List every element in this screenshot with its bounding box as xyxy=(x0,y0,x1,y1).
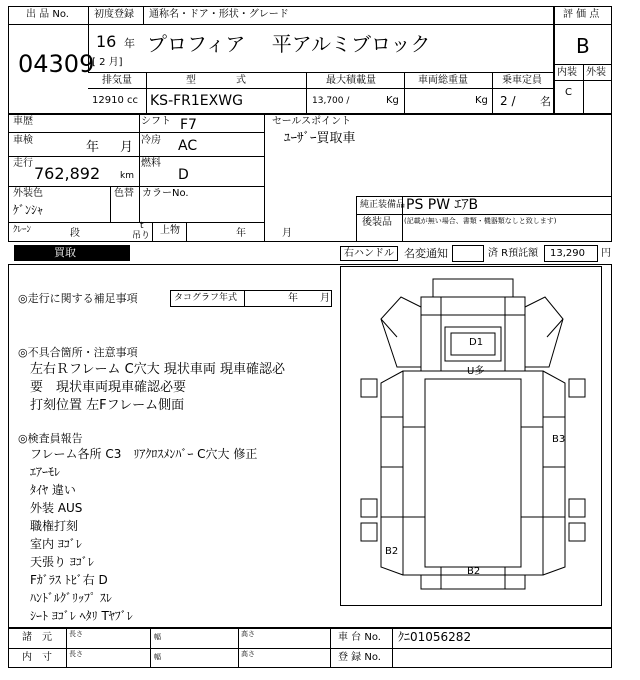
super-year: 年 xyxy=(236,228,246,239)
color-label: 外装色 xyxy=(13,188,43,199)
grade-label: 評 価 点 xyxy=(563,9,600,20)
inspector-line: ﾊﾝﾄﾞﾙｸﾞﾘｯﾌﾟ ｽﾚ xyxy=(30,591,112,605)
inspector-line: ﾀｲﾔ 違い xyxy=(30,483,76,497)
specs-label: 諸 元 xyxy=(22,632,52,643)
gross-weight-unit: Kg xyxy=(475,95,488,106)
length-label: 長さ xyxy=(69,630,83,638)
inspector-line: 室内 ﾖｺﾞﾚ xyxy=(30,537,82,551)
inspection-label: 車検 xyxy=(13,135,33,146)
inner-length-label: 長さ xyxy=(69,650,83,658)
interior-label: 内装 xyxy=(557,67,577,78)
defects-line: 打刻位置 左Fフレーム側面 xyxy=(30,398,185,413)
max-load-unit: Kg xyxy=(386,95,399,106)
lot-label: 出 品 No. xyxy=(26,9,69,20)
exterior-grade: C xyxy=(565,87,572,98)
defects-line: 要 現状車両現車確認必要 xyxy=(30,380,187,395)
crane-stage: 段 xyxy=(70,228,80,239)
car-name: プロフィア 平アルミブロック xyxy=(147,32,431,56)
year-unit: 年 xyxy=(124,37,135,50)
defects-title: ◎不具合箇所・注意事項 xyxy=(18,346,138,359)
max-load-label: 最大積載量 xyxy=(326,75,376,86)
chassis-label: 車 台 No. xyxy=(338,632,381,643)
inner-height-label: 高さ xyxy=(241,650,255,658)
height-label: 高さ xyxy=(241,630,255,638)
damage-mark-u: U多 xyxy=(467,366,485,377)
ac-label: 冷房 xyxy=(141,135,161,146)
model-code: KS-FR1EXWG xyxy=(150,93,243,109)
capacity: 2 / xyxy=(500,94,516,108)
shift-value: F7 xyxy=(180,117,197,133)
superstructure-label: 上物 xyxy=(160,225,180,236)
inspector-title: ◎検査員報告 xyxy=(18,432,83,445)
sales-point: ﾕｰｻﾞｰ買取車 xyxy=(284,131,356,146)
inner-width-label: 幅 xyxy=(154,653,161,661)
mileage-unit: km xyxy=(120,171,134,181)
model-code-label: 型 式 xyxy=(186,75,246,86)
super-month: 月 xyxy=(282,228,292,239)
color-no-label: 色替 xyxy=(114,188,134,199)
lot-number: 04309 xyxy=(18,50,95,78)
crane-hook: 吊り xyxy=(132,231,151,241)
fuel-value: D xyxy=(178,167,189,183)
displacement: 12910 cc xyxy=(92,95,138,106)
color-value: ｹﾞﾝｼｬ xyxy=(13,203,44,217)
inspection-year: 年 xyxy=(86,140,100,155)
recycle-label: 済 R預託額 xyxy=(488,248,539,259)
overall-grade: B xyxy=(576,34,590,58)
capacity-unit: 名 xyxy=(540,95,551,108)
tachograph-label: タコグラフ年式 xyxy=(174,293,238,303)
tachograph-month: 月 xyxy=(320,293,330,304)
purchase-badge: 買取 xyxy=(14,245,130,261)
color-code-label: カラーNo. xyxy=(142,188,189,199)
reg-year: 16 xyxy=(96,32,117,51)
width-label: 幅 xyxy=(154,633,161,641)
displacement-label: 排気量 xyxy=(102,75,132,86)
model-name-label: 通称名・ドア・形状・グレード xyxy=(149,9,289,20)
inspector-line: 外装 AUS xyxy=(30,501,83,515)
reg-month: [ 2 月] xyxy=(92,57,123,68)
damage-mark-b3: B3 xyxy=(552,434,566,445)
crane-label: ｸﾚｰﾝ xyxy=(13,225,32,235)
inspector-line: 天張り ﾖｺﾞﾚ xyxy=(30,555,94,569)
name-change-label: 名変通知 xyxy=(404,247,448,260)
recycle-amount: 13,290 xyxy=(550,248,585,259)
inspector-line: フレーム各所 C3 ﾘｱｸﾛｽﾒﾝﾊﾞｰ C穴大 修正 xyxy=(30,447,258,461)
inspector-line: Fｶﾞﾗｽ ﾄﾋﾞ右 D xyxy=(30,573,108,587)
chassis-number: ｸﾆ01056282 xyxy=(398,630,472,644)
history-label: 車歴 xyxy=(13,116,33,127)
aftermarket-note: (記載が無い場合、書類・機器類なしと致します) xyxy=(404,217,557,225)
damage-mark-b2-rear: B2 xyxy=(467,566,481,577)
inner-label: 内 寸 xyxy=(22,652,52,663)
inspection-month: 月 xyxy=(120,140,134,155)
crane-ton: t xyxy=(140,221,144,231)
damage-mark-d1: D1 xyxy=(469,337,484,348)
reg-label: 登 録 No. xyxy=(338,652,381,663)
steering: 右ハンドル xyxy=(344,248,394,259)
equipment-value: PS PW ｴｱB xyxy=(406,197,479,213)
mileage-value: 762,892 xyxy=(34,164,101,183)
inspector-line: 職権打刻 xyxy=(30,519,79,533)
gross-weight-label: 車両総重量 xyxy=(418,75,468,86)
name-change-box xyxy=(452,245,484,262)
exterior-label: 外装 xyxy=(586,67,606,78)
damage-diagram xyxy=(340,266,602,606)
mileage-label: 走行 xyxy=(13,158,33,169)
max-load: 13,700 / xyxy=(312,96,350,106)
aftermarket-label: 後装品 xyxy=(362,217,392,228)
sales-point-label: セールスポイント xyxy=(272,116,352,127)
damage-mark-b2-left: B2 xyxy=(385,546,399,557)
supplementary-title: ◎走行に関する補足事項 xyxy=(18,292,138,305)
inspector-line: ｴｱｰﾓﾚ xyxy=(30,465,61,479)
fuel-label: 燃料 xyxy=(141,158,161,169)
shift-label: シフト xyxy=(141,116,171,127)
first-reg-label: 初度登録 xyxy=(94,9,134,20)
ac-value: AC xyxy=(178,138,198,154)
tachograph-year: 年 xyxy=(288,293,298,304)
recycle-unit: 円 xyxy=(601,248,611,259)
inspector-line: ｼｰﾄ ﾖｺﾞﾚ ﾍﾀﾘ Tﾔﾌﾞﾚ xyxy=(30,609,133,623)
capacity-label: 乗車定員 xyxy=(502,75,542,86)
equipment-label: 純正装備品 xyxy=(360,200,406,210)
defects-line: 左右Ｒフレーム C穴大 現状車両 現車確認必 xyxy=(30,362,285,377)
